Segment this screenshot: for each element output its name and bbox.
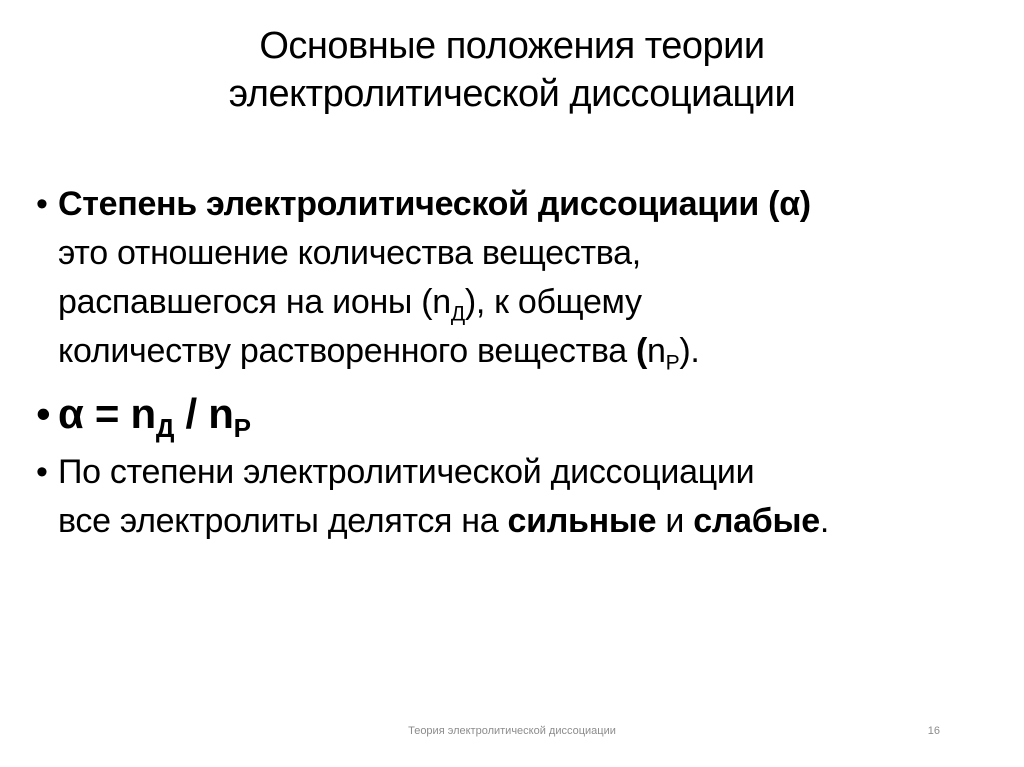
bullet-definition	[36, 180, 996, 376]
subscript-d: Д	[450, 302, 465, 326]
definition-term: Степень электролитической диссоциации (α)	[58, 185, 811, 223]
formula	[58, 390, 251, 444]
formula-divide: / n	[174, 390, 234, 437]
paren-open: (	[635, 332, 648, 370]
n-symbol: n	[647, 332, 666, 370]
definition-line-4-end: ).	[679, 332, 700, 370]
formula-subscript-d: Д	[155, 413, 175, 444]
bullet-classification	[36, 448, 996, 546]
footer-text: Теория электролитической диссоциации	[408, 725, 616, 737]
term-strong: сильные	[507, 502, 657, 540]
title-line-2: электролитической диссоциации	[228, 73, 796, 115]
title-line-1: Основные положения теории	[259, 25, 765, 67]
formula-alpha: α = n	[58, 390, 156, 437]
slide-content	[36, 180, 996, 546]
period: .	[819, 502, 829, 540]
bullet-formula	[36, 384, 996, 444]
term-weak: слабые	[693, 502, 820, 540]
slide-number: 16	[927, 725, 940, 737]
bullet-dot: •	[36, 185, 48, 223]
definition-line-2: это отношение количества вещества,	[58, 234, 641, 272]
slide-title	[0, 22, 1024, 118]
subscript-p: Р	[665, 351, 680, 375]
definition-line-4-text: количеству растворенного вещества	[58, 332, 636, 370]
classification-line-1: По степени электролитической диссоциации	[58, 453, 755, 491]
formula-subscript-p: Р	[233, 413, 251, 444]
definition-line-3-end: ), к общему	[464, 283, 642, 321]
conjunction: и	[656, 502, 694, 540]
definition-line-4	[58, 332, 700, 375]
definition-line-3-text: распавшегося на ионы (n	[58, 283, 451, 321]
classification-line-2-text: все электролиты делятся на	[58, 502, 508, 540]
bullet-dot: •	[36, 390, 51, 437]
definition-line-3	[58, 283, 642, 326]
classification-line-2	[58, 502, 829, 540]
bullet-dot: •	[36, 453, 48, 491]
